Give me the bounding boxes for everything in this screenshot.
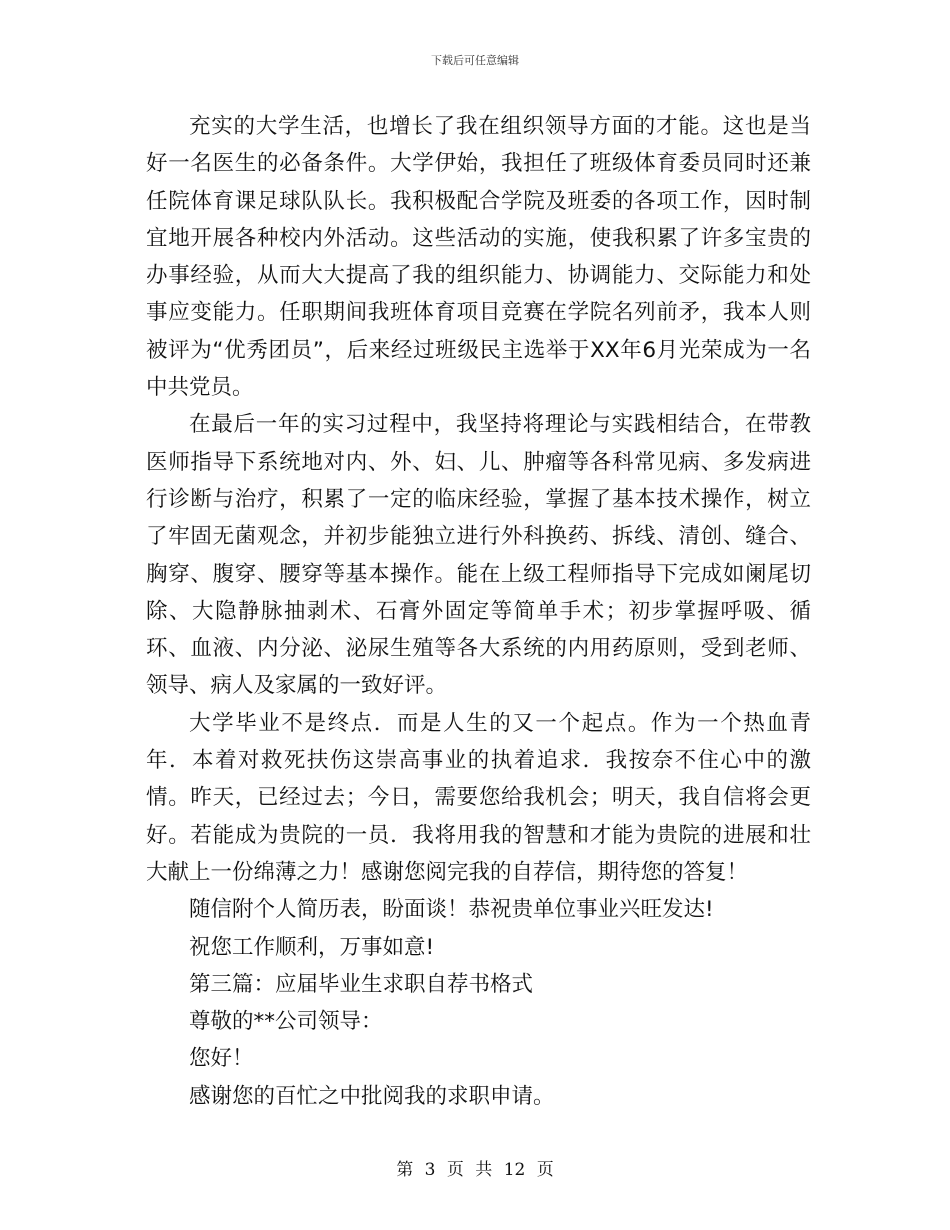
- page-number-footer: 第 3 页 共 12 页: [396, 1160, 554, 1180]
- greeting: 您好！: [189, 1046, 254, 1072]
- salutation: 尊敬的**公司领导：: [189, 1009, 383, 1035]
- paragraph: 充实的大学生活，也增长了我在组织领导方面的才能。这也是当好一名医生的必备条件。大学伊始，我担任了班级体育委员同时还兼任院体育课足球队队长。我积极配合学院及班委的各项工作，因时制宜地开展各种校内外活动。这些活动的实施，使我积累了许多宝贵的办事经验，从而大大提高了我的组织能力、协调能力、交际能力和处事应变能力。任职期间我班体育项目竞赛在学院名列前矛，我本人则被评为“优秀团员”，后来经过班级民主选举于XX年6月光荣成为一名中共党员。: [146, 114, 811, 401]
- paragraph: 随信附个人简历表，盼面谈！恭祝贵单位事业兴旺发达!: [189, 897, 714, 923]
- section-heading: 第三篇：应届毕业生求职自荐书格式: [189, 971, 534, 997]
- document-body: [146, 108, 811, 1115]
- paragraph: 祝您工作顺利，万事如意!: [189, 934, 435, 960]
- paragraph: 感谢您的百忙之中批阅我的求职申请。: [189, 1083, 555, 1109]
- page-header: 下载后可任意编辑: [431, 54, 519, 67]
- paragraph: 大学毕业不是终点．而是人生的又一个起点。作为一个热血青年．本着对救死扶伤这崇高事业的执着追求．我按奈不住心中的激情。昨天，已经过去；今日，需要您给我机会；明天，我自信将会更好。若能成为贵院的一员．我将用我的智慧和才能为贵院的进展和壮大献上一份绵薄之力！感谢您阅完我的自荐信，期待您的答复！: [146, 710, 811, 885]
- paragraph: 在最后一年的实习过程中，我坚持将理论与实践相结合，在带教医师指导下系统地对内、外、妇、儿、肿瘤等各科常见病、多发病进行诊断与治疗，积累了一定的临床经验，掌握了基本技术操作，树立了牢固无菌观念，并初步能独立进行外科换药、拆线、清创、缝合、胸穿、腹穿、腰穿等基本操作。能在上级工程师指导下完成如阑尾切除、大隐静脉抽剥术、石膏外固定等简单手术；初步掌握呼吸、循环、血液、内分泌、泌尿生殖等各大系统的内用药原则，受到老师、领导、病人及家属的一致好评。: [146, 412, 811, 699]
